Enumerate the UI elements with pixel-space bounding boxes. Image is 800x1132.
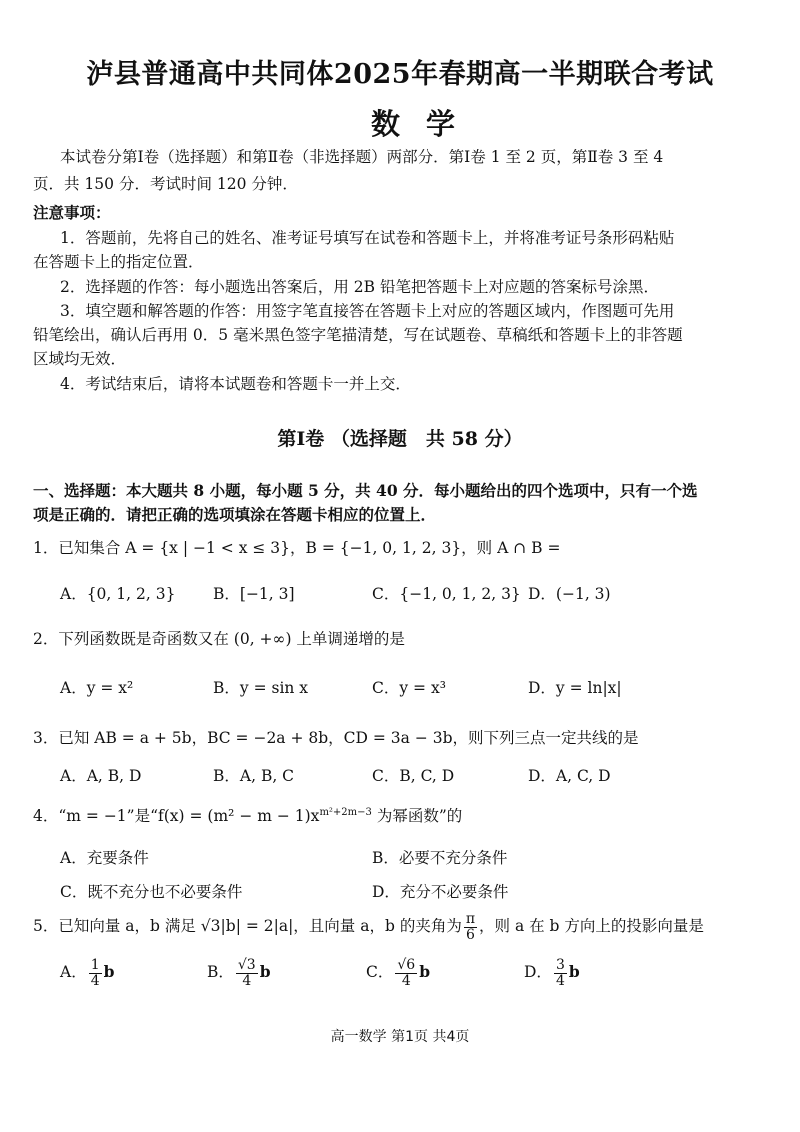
option-denominator: 4: [555, 972, 565, 989]
page-footer: 高一数学 第1页 共4页: [330, 1029, 470, 1045]
question-5-option-b: [207, 958, 271, 988]
option-denominator: 4: [242, 972, 252, 989]
question-3-option-b: B．A, B, C: [213, 767, 295, 785]
part1-instructions-line-1: 一、选择题：本大题共 8 小题，每小题 5 分，共 40 分．每小题给出的四个选项中，只有一个选: [33, 481, 698, 500]
question-4-option-a: A．充要条件: [60, 849, 149, 867]
question-1-stem: 1．已知集合 A = {x | −1 < x ≤ 3}，B = {−1, 0, 1, 2, 3}，则 A ∩ B =: [33, 539, 561, 557]
question-4-stem: [33, 804, 462, 826]
question-3-option-d: D．A, C, D: [528, 767, 611, 785]
question-2-option-c: C．y = x³: [372, 679, 446, 697]
question-4-option-c: C．既不充分也不必要条件: [60, 883, 243, 901]
notice-item-3-line-2: 铅笔绘出，确认后再用 0．5 毫米黑色签字笔描清楚，写在试题卷、草稿纸和答题卡上的非答题: [33, 326, 683, 344]
question-4-exponent: m²+2m−3: [319, 806, 372, 818]
part1-instructions-line-2: 项是正确的．请把正确的选项填涂在答题卡相应的位置上．: [33, 505, 437, 524]
notice-item-1-line-2: 在答题卡上的指定位置．: [33, 253, 204, 271]
question-2-option-a: A．y = x²: [60, 679, 134, 697]
question-2-option-d: D．y = ln|x|: [528, 679, 622, 697]
option-numerator: 3: [555, 957, 565, 973]
option-letter: C．: [366, 963, 394, 982]
question-5-option-c: [366, 958, 430, 988]
question-5-option-d: [524, 958, 580, 988]
notice-item-3-line-1: 3．填空题和解答题的作答：用签字笔直接答在答题卡上对应的答题区域内，作图题可先用: [60, 302, 675, 320]
notice-item-4: 4．考试结束后，请将本试题卷和答题卡一并上交．: [60, 375, 411, 393]
option-fraction: [395, 958, 417, 988]
question-2-stem: 2．下列函数既是奇函数又在 (0, +∞) 上单调递增的是: [33, 630, 405, 648]
question-1-option-a: A．{0, 1, 2, 3}: [60, 585, 176, 603]
question-5-angle-denominator: 6: [465, 926, 475, 943]
question-5-stem-suffix: ，则 a 在 b 方向上的投影向量是: [479, 917, 704, 936]
option-numerator: √6: [397, 957, 416, 973]
question-1-option-b: B．[−1, 3]: [213, 585, 295, 603]
question-2-option-b: B．y = sin x: [213, 679, 309, 697]
exam-title: 泸县普通高中共同体2025年春期高一半期联合考试: [86, 59, 714, 90]
option-fraction: [89, 958, 102, 988]
question-4-option-b: B．必要不充分条件: [372, 849, 508, 867]
option-numerator: √3: [237, 957, 256, 973]
question-5-angle-numerator: π: [465, 911, 476, 927]
question-5-stem-prefix: 5．已知向量 a，b 满足 √3|b| = 2|a|，且向量 a，b 的夹角为: [33, 917, 462, 936]
notice-item-2: 2．选择题的作答：每小题选出答案后，用 2B 铅笔把答题卡上对应题的答案标号涂黑．: [60, 278, 659, 296]
question-1-option-d: D．(−1, 3): [528, 585, 611, 603]
option-denominator: 4: [90, 972, 100, 989]
question-3-option-a: A．A, B, D: [60, 767, 142, 785]
intro-line-1: 本试卷分第Ⅰ卷（选择题）和第Ⅱ卷（非选择题）两部分．第Ⅰ卷 1 至 2 页，第Ⅱ卷 3 至 4: [60, 148, 664, 166]
question-3-option-c: C．B, C, D: [372, 767, 455, 785]
option-fraction: [554, 958, 567, 988]
option-vector: b: [568, 962, 580, 982]
option-vector: b: [103, 962, 115, 982]
option-numerator: 1: [90, 957, 100, 973]
option-denominator: 4: [401, 972, 411, 989]
question-5-angle-fraction: [464, 912, 477, 942]
option-letter: A．: [60, 963, 87, 982]
question-4-option-d: D．充分不必要条件: [372, 883, 509, 901]
question-3-stem: 3．已知 AB = a + 5b，BC = −2a + 8b，CD = 3a − 3b，则下列三点一定共线的是: [33, 729, 639, 747]
option-fraction: [236, 958, 258, 988]
subject-title: 数学: [370, 107, 481, 141]
option-vector: b: [419, 962, 431, 982]
question-4-stem-prefix: 4．“m = −1”是“f(x) = (m² − m − 1)x: [33, 807, 320, 825]
question-5-stem: [33, 912, 704, 942]
question-4-stem-suffix: 为幂函数”的: [371, 807, 463, 825]
section-title: 第Ⅰ卷 （选择题 共 58 分）: [277, 428, 523, 450]
option-letter: B．: [207, 963, 234, 982]
notice-item-1-line-1: 1．答题前，先将自己的姓名、准考证号填写在试卷和答题卡上，并将准考证号条形码粘贴: [60, 229, 675, 247]
intro-line-2: 页．共 150 分．考试时间 120 分钟．: [33, 175, 298, 193]
question-5-option-a: [60, 958, 114, 988]
option-letter: D．: [524, 963, 552, 982]
notice-item-3-line-3: 区域均无效．: [33, 350, 127, 368]
option-vector: b: [259, 962, 271, 982]
question-1-option-c: C．{−1, 0, 1, 2, 3}: [372, 585, 521, 603]
notice-heading: 注意事项：: [33, 203, 111, 222]
